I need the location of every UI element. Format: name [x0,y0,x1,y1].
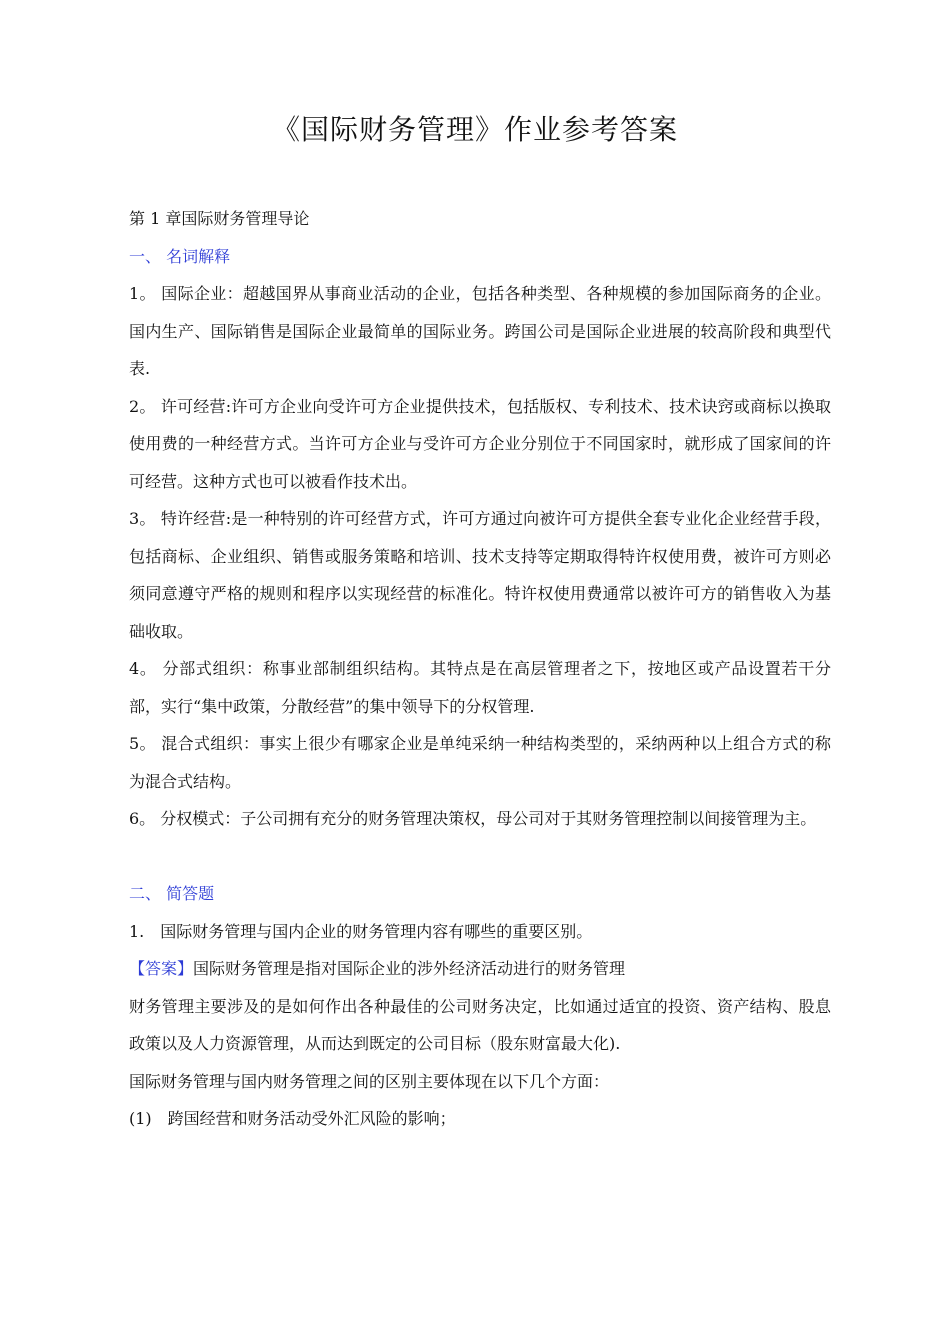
term-item-1: 1。 国际企业：超越国界从事商业活动的企业，包括各种类型、各种规模的参加国际商务的企业。国内生产、国际销售是国际企业最简单的国际业务。跨国公司是国际企业进展的较高阶段和典型代表. [129,284,831,378]
chapter-heading: 第 1 章国际财务管理导论 [129,209,310,228]
answer-paragraph-2: 国际财务管理与国内财务管理之间的区别主要体现在以下几个方面： [129,1071,610,1091]
section-spacer [129,838,831,876]
term-item-3: 3。 特许经营:是一种特别的许可经营方式，许可方通过向被许可方提供全套专业化企业经营手段，包括商标、企业组织、销售或服务策略和培训、技术支持等定期取得特许权使用费，被许可方则必须同意遵守严格的规则和程序以实现经营的标准化。特许权使用费通常以被许可方的销售收入为基础收取。 [129,509,831,641]
document-body [129,200,831,1138]
term-item-2: 2。 许可经营:许可方企业向受许可方企业提供技术，包括版权、专利技术、技术诀窍或商标以换取使用费的一种经营方式。当许可方企业与受许可方企业分别位于不同国家时，就形成了国家间的许可经营。这种方式也可以被看作技术出。 [129,396,831,491]
term-item-4: 4。 分部式组织：称事业部制组织结构。其特点是在高层管理者之下，按地区或产品设置若干分部，实行“集中政策，分散经营”的集中领导下的分权管理. [129,659,831,716]
question-1: 1. 国际财务管理与国内企业的财务管理内容有哪些的重要区别。 [129,921,593,941]
answer-tag: 【答案】 [129,959,194,978]
term-item-5: 5。 混合式组织：事实上很少有哪家企业是单纯采纳一种结构类型的，采纳两种以上组合方式的称为混合式结构。 [129,734,831,791]
answer-paragraph-1: 财务管理主要涉及的是如何作出各种最佳的公司财务决定，比如通过适宜的投资、资产结构、股息政策以及人力资源管理，从而达到既定的公司目标（股东财富最大化). [129,996,831,1053]
section-heading-terms: 一、 名词解释 [129,246,231,266]
term-item-6: 6。 分权模式：子公司拥有充分的财务管理决策权，母公司对于其财务管理控制以间接管理为主。 [129,809,817,828]
document-title: 《国际财务管理》作业参考答案 [271,113,678,146]
section-heading-short-answer: 二、 简答题 [129,884,215,903]
answer-line [129,950,831,988]
answer-list-item-1: (1) 跨国经营和财务活动受外汇风险的影响； [129,1109,456,1128]
answer-text: 国际财务管理是指对国际企业的涉外经济活动进行的财务管理 [193,959,626,978]
